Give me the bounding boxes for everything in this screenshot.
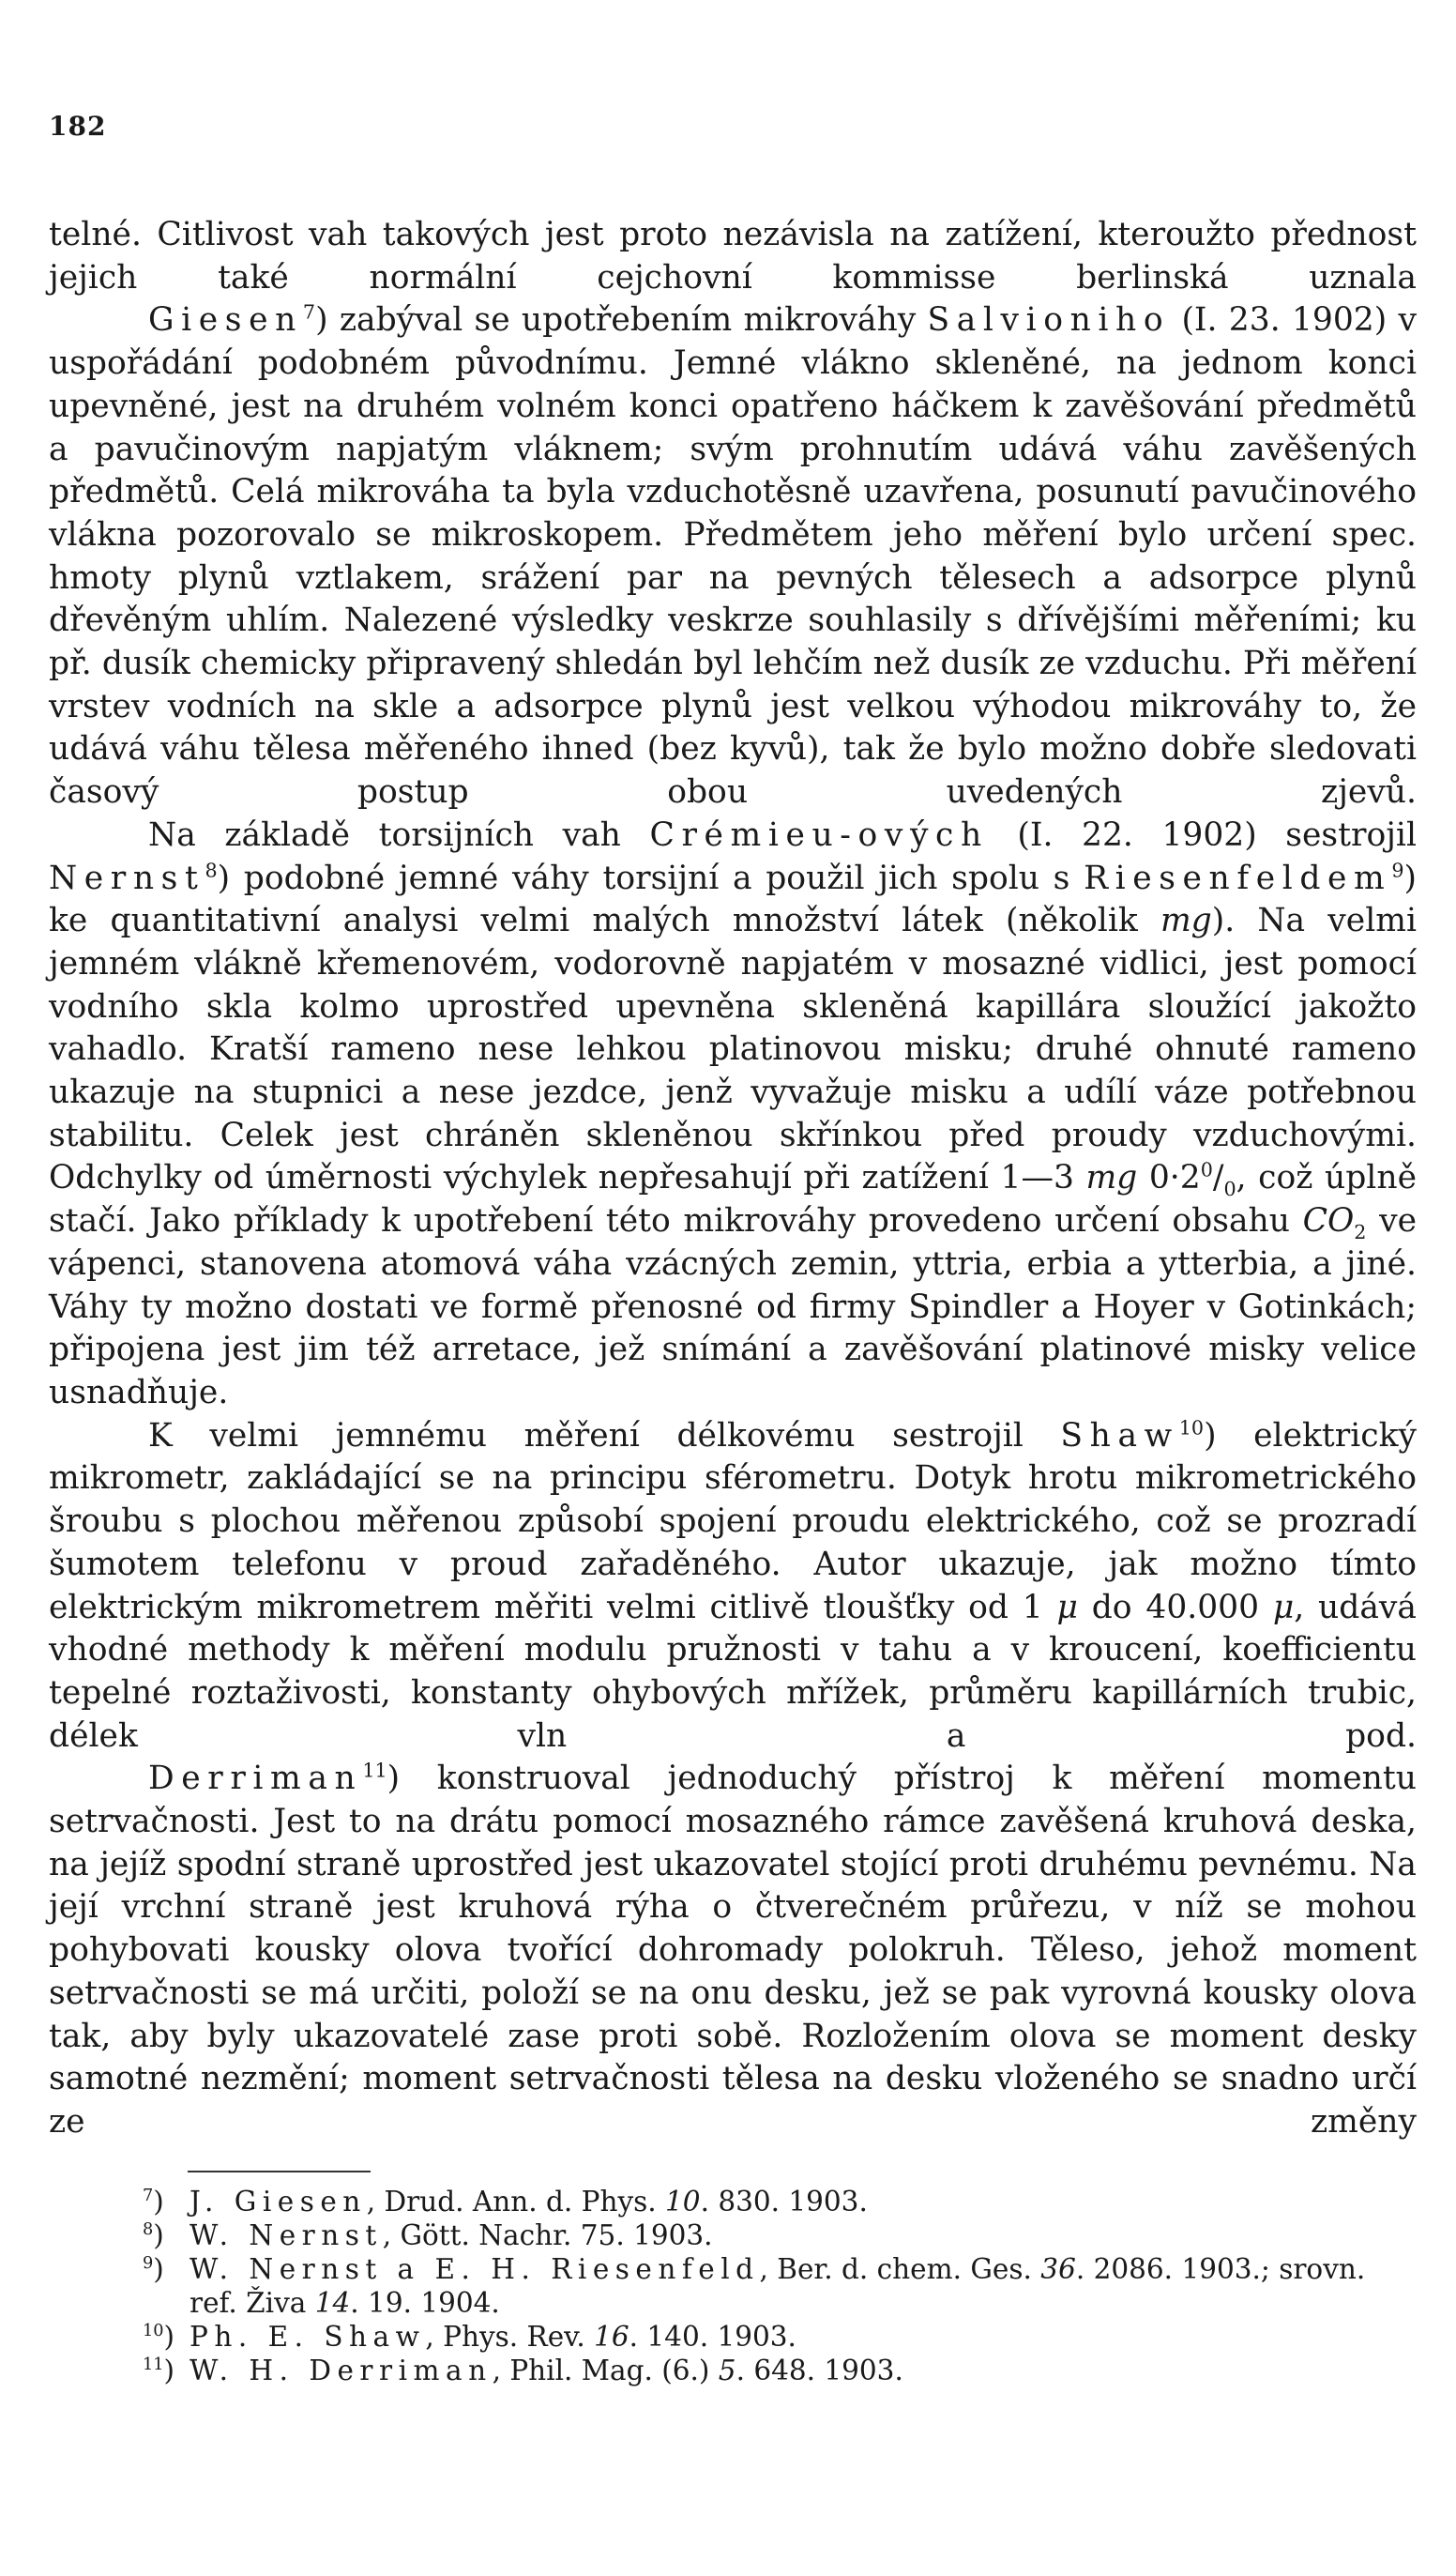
footnote-ref: 10: [1178, 1416, 1205, 1440]
paragraph-text: 0·2: [1137, 1159, 1201, 1197]
footnote-11: [49, 2354, 1417, 2387]
footnote-8: [49, 2218, 1417, 2252]
paragraph-text: telné. Citlivost vah takových jest proto nezávisla na zatížení, kteroužto přednost jejich také normální cejchovní kommisse berlinská uznala: [49, 216, 1417, 297]
percent-superscript: 0: [1200, 1158, 1213, 1181]
footnote-text: . 830. 1903.: [700, 2186, 868, 2218]
unit-text: mg: [1085, 1159, 1138, 1197]
paragraph-text: (I. 22. 1902) sestrojil: [988, 815, 1417, 854]
footnote-volume: 5: [718, 2355, 736, 2386]
footnote-author: W. Nernst a E. H. Riesenfeld: [190, 2253, 760, 2285]
footnote-ref: 7: [302, 300, 316, 324]
footnote-9: [49, 2252, 1417, 2320]
footnote-ref: 9: [1391, 859, 1404, 882]
footnote-volume: 10: [665, 2186, 701, 2218]
footnote-volume: 14: [314, 2287, 351, 2319]
footnote-text: . 19. 1904.: [350, 2287, 500, 2319]
paragraph-text: ) konstruoval jednoduchý přístroj k měření momentu setrvačnosti. Jest to na drátu pomocí mosazného rámce zavěšená kruhová deska, na jejíž spodní straně uprostřed jest ukazovatel stojící proti druhému pevnému. Na její vrchní straně jest kruhová rýha o čtverečném průřezu, v níž se mohou pohybovati kousky olova tvořící dohromady polokruh. Těleso, jehož moment setrvačnosti se má určiti, položí se na onu desku, jež se pak vyrovná kousky olova tak, aby byly ukazovatelé zase proti sobě. Rozložením olova se moment desky samotné nezmění; moment setrvačnosti tělesa na desku vloženého se snadno určí ze změny: [49, 1760, 1417, 2141]
percent-subscript: 0: [1223, 1178, 1236, 1201]
paragraph-text: do 40.000: [1077, 1588, 1273, 1626]
footnote-author: W. Nernst: [190, 2219, 383, 2251]
footnote-text: . 648. 1903.: [736, 2355, 903, 2386]
paragraph-text: ) podobné jemné váhy torsijní a použil jich spolu s: [217, 859, 1084, 897]
footnote-ref: 8: [205, 859, 218, 882]
author-name: Crémieu-ových: [649, 815, 989, 854]
footnote-mark: $^{10}$): [143, 2321, 175, 2353]
author-name: Riesenfeldem: [1084, 859, 1392, 897]
author-name: Salvioniho: [927, 301, 1171, 340]
paragraph-text: (I. 23. 1902) v uspořádání podobném původnímu. Jemné vlákno skleněné, na jednom konci upevněné, jest na druhém volném konci opatřeno háčkem k zavěšování předmětů a pavučinovým napjatým vláknem; svým prohnutím udává váhu zavěšených předmětů. Celá mikrováha ta byla vzduchotěsně uzavřena, posunutí pavučinového vlákna pozorovalo se mikroskopem. Předmětem jeho měření bylo určení spec. hmoty plynů vztlakem, srážení par na pevných tělesech a adsorpce plynů dřevěným uhlím. Nalezené výsledky veskrze souhlasily s dřívějšími měřeními; ku př. dusík chemicky připravený shledán byl lehčím než dusík ze vzduchu. Při měření vrstev vodních na skle a adsorpce plynů jest velkou výhodou mikrováhy to, že udává váhu tělesa měřeného ihned (bez kyvů), tak že bylo možno dobře sledovati časový postup obou uvedených zjevů.: [49, 301, 1417, 812]
footnote-text: , Ber. d. chem. Ges.: [759, 2253, 1041, 2285]
footnote-mark: $^7$): [143, 2186, 164, 2218]
footnote-mark: $^{11}$): [143, 2355, 175, 2386]
unit-text: μ: [1056, 1588, 1078, 1626]
paragraph-nernst: Na základě torsijních vah Crémieu-ových (I. 22. 1902) sestrojil Nernst$^8$) podobné jemné váhy torsijní a použil jich spolu s Riesenfeldem$^9$) ke quantitativní analysi velmi malých množství látek (několik mg). Na velmi jemném vlákně křemenovém, vodorovně napjatém v mosazné vidlici, jest pomocí vodního skla kolmo uprostřed upevněna skleněná kapillára sloužící jakožto vahadlo. Kratší rameno nese lehkou platinovou misku; druhé ohnuté rameno ukazuje na stupnici a nese jezdce, jenž vyvažuje misku a udílí váze potřebnou stabilitu. Celek jest chráněn skleněnou skřínkou před proudy vzduchovými. Odchylky od úměrnosti výchylek nepřesahují při zatížení 1—3 mg $0\cdot 2^0/_0$, což úplně stačí. Jako příklady k upotřebení této mikrováhy provedeno určení obsahu $CO_2$ ve vápenci, stanovena atomová váha vzácných zemin, yttria, erbia a ytterbia, a jiné. Váhy ty možno dostati ve formě přenosné od firmy Spindler a Hoyer v Gotinkách; připojena jest jim též arretace, jež snímání a zavěšování platinové misky velice usnadňuje.: [49, 815, 1418, 1411]
chemical-subscript: 2: [1354, 1221, 1367, 1244]
footnote-mark: $^9$): [143, 2253, 164, 2285]
footnote-author: J. Giesen: [190, 2186, 367, 2218]
body-text: [49, 214, 1417, 2144]
paragraph-continued: [49, 214, 1417, 299]
paragraph-text: ). Na velmi jemném vlákně křemenovém, vodorovně napjatém v mosazné vidlici, jest pomocí vodního skla kolmo uprostřed upevněna skleněná kapillára sloužící jakožto vahadlo. Kratší rameno nese lehkou platinovou misku; druhé ohnuté rameno ukazuje na stupnici a nese jezdce, jenž vyvažuje misku a udílí váze potřebnou stabilitu. Celek jest chráněn skleněnou skřínkou před proudy vzduchovými. Odchylky od úměrnosti výchylek nepřesahují při zatížení 1—3: [49, 902, 1417, 1197]
footnote-7: [49, 2185, 1417, 2218]
footnote-text: , Phil. Mag. (6.): [492, 2355, 719, 2386]
page-number: 182: [49, 111, 107, 142]
unit-text: mg: [1160, 902, 1212, 940]
paragraph-text: Na základě torsijních vah: [148, 815, 650, 854]
paragraph-shaw: [49, 1415, 1417, 1759]
paragraph-text: , udává vhodné methody k měření modulu pružnosti v tahu a v kroucení, koefficientu tepelné roztaživosti, konstanty ohybových mřížek, průměru kapillárních trubic, délek vln a pod.: [49, 1588, 1417, 1755]
chemical-formula: CO: [1302, 1202, 1355, 1241]
paragraph-text: ) elektrický mikrometr, zakládající se na principu sférometru. Dotyk hrotu mikrometrického šroubu s plochou měřenou způsobí spojení proudu elektrického, což se prozradí šumotem telefonu v proud zařaděného. Autor ukazuje, jak možno tímto elektrickým mikrometrem měřiti velmi citlivě tloušťky od 1: [49, 1416, 1417, 1626]
author-name: Giesen: [148, 301, 303, 340]
unit-text: μ: [1272, 1588, 1295, 1626]
paragraph-text: ve vápenci, stanovena atomová váha vzácných zemin, yttria, erbia a ytterbia, a jiné. Váhy ty možno dostati ve formě přenosné od firmy Spindler a Hoyer v Gotinkách; připojena jest jim též arretace, jež snímání a zavěšování platinové misky velice usnadňuje.: [49, 1202, 1418, 1411]
footnote-author: Ph. E. Shaw: [190, 2321, 426, 2353]
paragraph-text: , což úplně stačí. Jako příklady k upotřebení této mikrováhy provedeno určení obsahu: [49, 1159, 1417, 1241]
footnote-text: . 140. 1903.: [629, 2321, 796, 2353]
footnote-text: , Phys. Rev.: [425, 2321, 595, 2353]
footnote-volume: 16: [594, 2321, 629, 2353]
footnotes: [49, 2185, 1417, 2387]
footnote-author: W. H. Derriman: [190, 2355, 493, 2386]
author-name: Derriman: [148, 1760, 363, 1798]
footnote-mark: $^8$): [143, 2219, 164, 2251]
footnote-text: , Drud. Ann. d. Phys.: [366, 2186, 666, 2218]
footnote-divider: [188, 2171, 371, 2172]
footnote-10: [49, 2320, 1417, 2354]
author-name: Shaw: [1060, 1416, 1179, 1455]
footnote-text: , Gött. Nachr. 75. 1903.: [382, 2219, 713, 2251]
author-name: Nernst: [49, 859, 205, 897]
footnote-volume: 36: [1040, 2253, 1076, 2285]
footnote-ref: 11: [362, 1759, 387, 1782]
paragraph-text: K velmi jemnému měření délkovému sestrojil: [148, 1416, 1061, 1455]
paragraph-derriman: [49, 1758, 1417, 2143]
paragraph-text: ) ke quantitativní analysi velmi malých množství látek (několik: [49, 859, 1417, 940]
paragraph-giesen: [49, 299, 1417, 814]
paragraph-text: ) zabýval se upotřebením mikrováhy: [315, 301, 928, 340]
footnote-text: . 2086. 1903.; srovn. ref. Živa: [190, 2253, 1366, 2319]
